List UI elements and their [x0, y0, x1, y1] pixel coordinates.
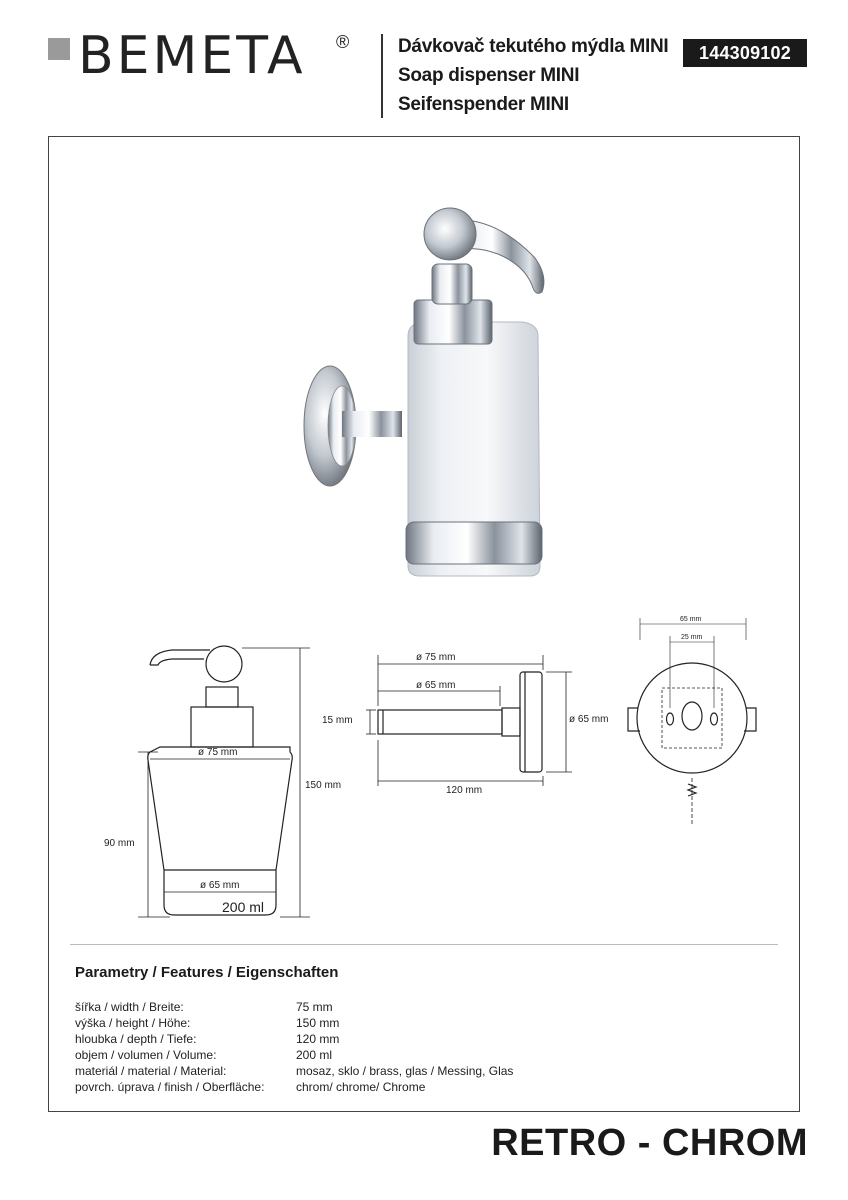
spec-label: hloubka / depth / Tiefe: — [75, 1032, 197, 1046]
spec-value: chrom/ chrome/ Chrome — [296, 1080, 426, 1094]
side-view-drawing — [378, 672, 542, 772]
spec-table — [75, 999, 635, 1095]
front-volume-label: 200 ml — [222, 899, 265, 915]
spec-row-material — [75, 1063, 635, 1079]
spec-label: šířka / width / Breite: — [75, 1000, 184, 1014]
features-separator — [70, 944, 778, 945]
back-outer-width-label: 65 mm — [680, 616, 702, 623]
title-english: Soap dispenser MINI — [398, 65, 580, 86]
brand-name: BEMETA — [78, 26, 306, 86]
front-bottom-diameter-label: ø 65 mm — [200, 880, 240, 891]
front-top-diameter-label: ø 75 mm — [198, 747, 238, 758]
side-outer-diameter-label: ø 75 mm — [416, 652, 456, 663]
spec-row-finish — [75, 1079, 635, 1095]
spec-row-volume — [75, 1047, 635, 1063]
spec-label: materiál / material / Material: — [75, 1064, 227, 1078]
side-plate-diameter-label: ø 65 mm — [569, 714, 609, 725]
spec-value: mosaz, sklo / brass, glas / Messing, Glas — [296, 1064, 514, 1078]
spec-row-width — [75, 999, 635, 1015]
spec-label: povrch. úprava / finish / Oberfläche: — [75, 1080, 265, 1094]
features-title: Parametry / Features / Eigenschaften — [75, 964, 339, 981]
back-view-drawing — [628, 663, 756, 826]
front-height-total-label: 150 mm — [305, 780, 342, 791]
front-view-drawing — [148, 646, 293, 915]
spec-row-depth — [75, 1031, 635, 1047]
side-inner-diameter-label: ø 65 mm — [416, 680, 456, 691]
title-german: Seifenspender MINI — [398, 94, 569, 115]
back-hole-spacing-label: 25 mm — [681, 634, 703, 641]
spec-row-height — [75, 1015, 635, 1031]
side-depth-label: 120 mm — [446, 785, 483, 796]
spec-value: 200 ml — [296, 1048, 333, 1062]
side-dimension-lines — [366, 655, 572, 786]
series-title: RETRO - CHROM — [491, 1122, 808, 1164]
spec-label: výška / height / Höhe: — [75, 1016, 191, 1030]
spec-value: 75 mm — [296, 1000, 333, 1014]
title-czech: Dávkovač tekutého mýdla MINI — [398, 36, 669, 57]
side-bar-height-label: 15 mm — [322, 715, 353, 726]
spec-value: 120 mm — [296, 1032, 340, 1046]
product-code-badge: 144309102 — [683, 39, 807, 67]
front-height-body-label: 90 mm — [104, 838, 135, 849]
spec-label: objem / volumen / Volume: — [75, 1048, 217, 1062]
registered-mark: ® — [336, 32, 350, 52]
spec-value: 150 mm — [296, 1016, 340, 1030]
